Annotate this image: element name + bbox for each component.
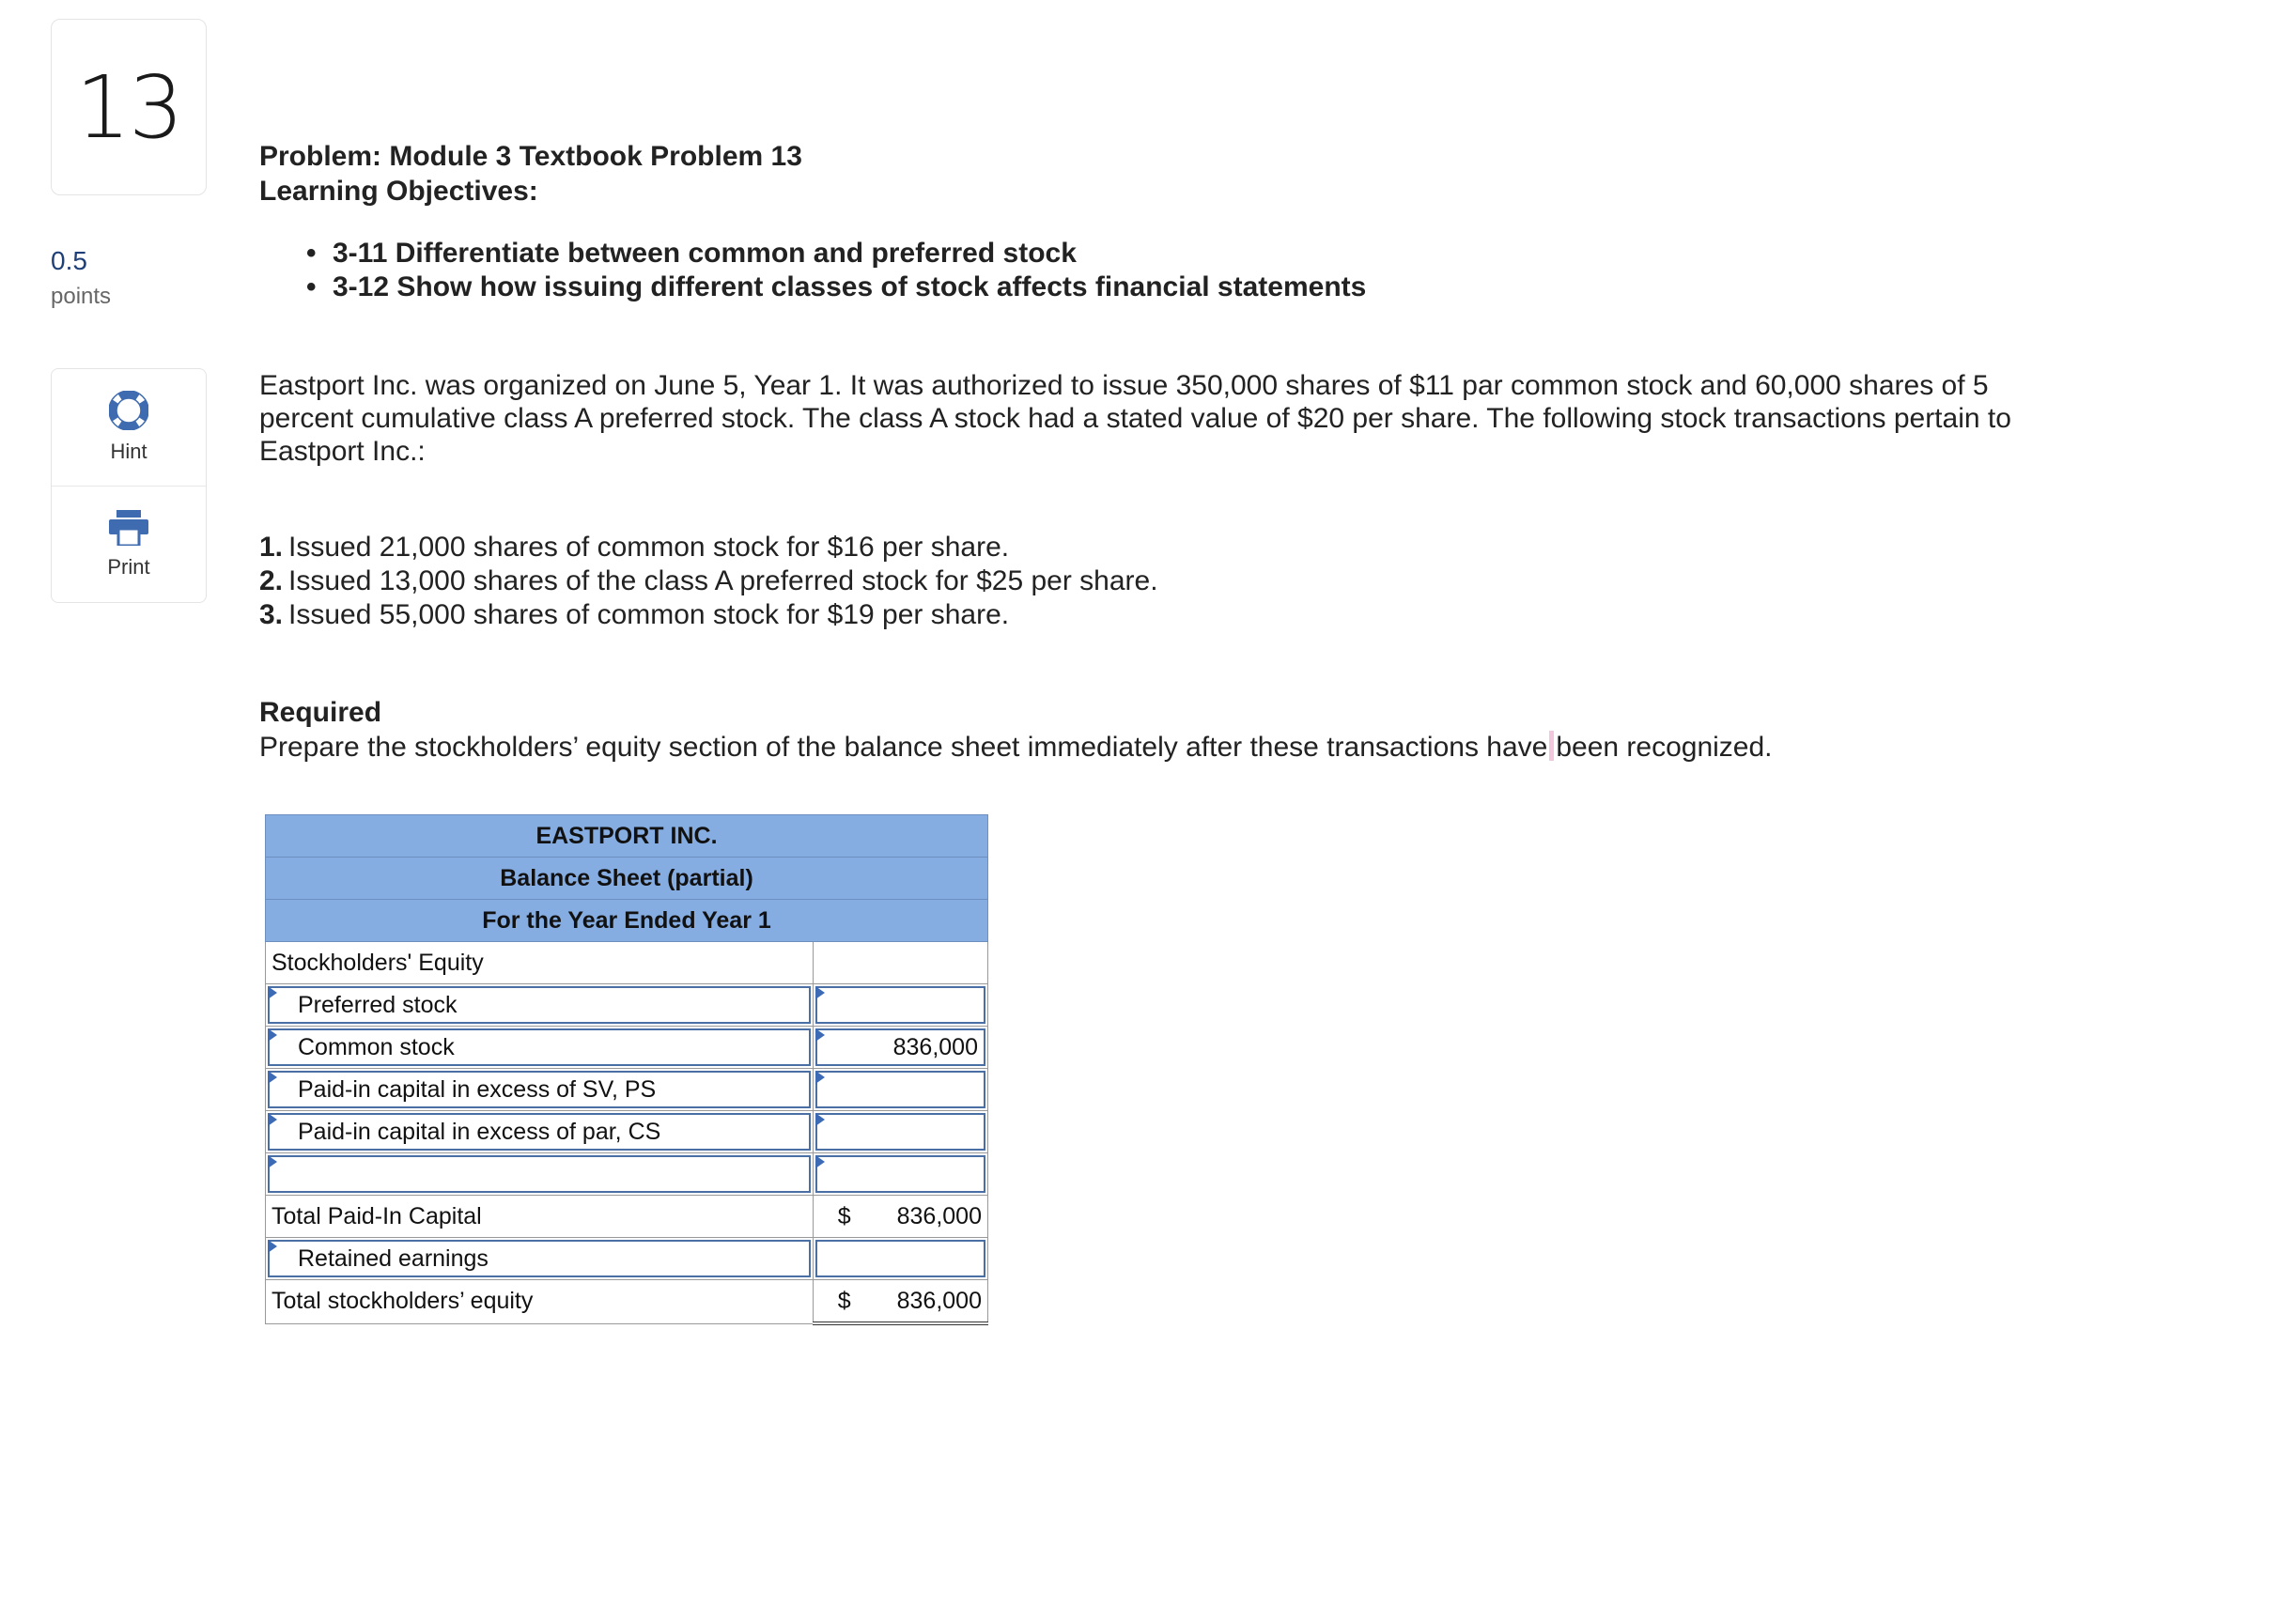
table-row bbox=[266, 1280, 988, 1324]
pic-sv-ps-label-input[interactable] bbox=[268, 1071, 811, 1108]
section-label: Stockholders' Equity bbox=[266, 942, 814, 984]
transaction-number: 3. bbox=[259, 599, 284, 630]
row-label: Paid-in capital in excess of SV, PS bbox=[298, 1075, 657, 1103]
objectives-heading: Learning Objectives: bbox=[259, 176, 538, 207]
dropdown-flag-icon bbox=[815, 986, 825, 999]
transaction-text: Issued 55,000 shares of common stock for $19 per share. bbox=[288, 599, 1010, 630]
pic-sv-ps-amount-input[interactable] bbox=[815, 1071, 985, 1108]
points-label: points bbox=[51, 284, 112, 309]
question-number: 13 bbox=[51, 19, 207, 195]
table-row bbox=[266, 984, 988, 1027]
total-pic-cell bbox=[813, 1196, 987, 1238]
amount-value: 836,000 bbox=[892, 1033, 978, 1060]
table-row bbox=[266, 942, 988, 984]
empty-cell bbox=[813, 942, 987, 984]
common-stock-amount-input[interactable] bbox=[815, 1028, 985, 1066]
table-row bbox=[266, 1196, 988, 1238]
statement-period: For the Year Ended Year 1 bbox=[266, 900, 988, 942]
transaction-text: Issued 13,000 shares of the class A preferred stock for $25 per share. bbox=[288, 565, 1158, 596]
retained-earnings-label-input[interactable] bbox=[268, 1240, 811, 1277]
preferred-stock-amount-input[interactable] bbox=[815, 986, 985, 1024]
dropdown-flag-icon bbox=[815, 1071, 825, 1084]
row-label: Preferred stock bbox=[298, 991, 458, 1018]
hint-label: Hint bbox=[110, 440, 147, 463]
row-label: Paid-in capital in excess of par, CS bbox=[298, 1118, 661, 1145]
dropdown-flag-icon bbox=[268, 1071, 277, 1084]
common-stock-label-input[interactable] bbox=[268, 1028, 811, 1066]
blank-label-input[interactable] bbox=[268, 1155, 811, 1193]
required-text-part: been recognized. bbox=[1556, 732, 1773, 763]
transaction-item bbox=[259, 531, 1158, 564]
problem-title: Problem: Module 3 Textbook Problem 13 bbox=[259, 141, 802, 172]
dropdown-flag-icon bbox=[268, 1155, 277, 1168]
required-text bbox=[259, 731, 1773, 764]
transaction-text: Issued 21,000 shares of common stock for $16 per share. bbox=[288, 532, 1010, 563]
objective-item: • 3-12 Show how issuing different classes of stock affects financial statements bbox=[306, 270, 1366, 304]
transaction-number: 1. bbox=[259, 532, 284, 563]
total-equity-cell bbox=[813, 1280, 987, 1324]
required-heading: Required bbox=[259, 697, 382, 728]
currency-symbol: $ bbox=[837, 1287, 851, 1314]
table-row bbox=[266, 1238, 988, 1280]
blank-amount-input[interactable] bbox=[815, 1155, 985, 1193]
dropdown-flag-icon bbox=[815, 1028, 825, 1042]
transactions-list bbox=[259, 531, 1158, 632]
printer-icon bbox=[109, 510, 148, 546]
dropdown-flag-icon bbox=[268, 986, 277, 999]
balance-sheet-table bbox=[265, 814, 988, 1325]
dropdown-flag-icon bbox=[815, 1113, 825, 1126]
transaction-number: 2. bbox=[259, 565, 284, 596]
problem-intro: Eastport Inc. was organized on June 5, Year 1. It was authorized to issue 350,000 shares of $11 par common stock and 60,000 shares of 5 percent cumulative class A preferred stock. The class A stock had a stated value of $20 per share. The following stock transactions pertain to Eastport Inc.: bbox=[259, 370, 2011, 467]
required-text-part: Prepare the stockholders’ equity section of the balance sheet immediately after these transactions have bbox=[259, 732, 1548, 763]
statement-name: Balance Sheet (partial) bbox=[266, 858, 988, 900]
table-row bbox=[266, 1153, 988, 1196]
pic-par-cs-label-input[interactable] bbox=[268, 1113, 811, 1151]
total-equity-label: Total stockholders’ equity bbox=[266, 1280, 814, 1324]
preferred-stock-label-input[interactable] bbox=[268, 986, 811, 1024]
retained-earnings-amount-input[interactable] bbox=[815, 1240, 985, 1277]
objectives-list bbox=[306, 237, 1366, 304]
row-label: Common stock bbox=[298, 1033, 455, 1060]
currency-symbol: $ bbox=[837, 1202, 851, 1229]
company-name: EASTPORT INC. bbox=[266, 815, 988, 858]
lifebuoy-icon bbox=[109, 391, 148, 430]
dropdown-flag-icon bbox=[268, 1240, 277, 1253]
transaction-item bbox=[259, 564, 1158, 598]
tools-panel bbox=[51, 368, 207, 603]
total-pic-value: 836,000 bbox=[896, 1202, 982, 1229]
row-label: Retained earnings bbox=[298, 1244, 489, 1272]
text-cursor bbox=[1549, 731, 1554, 761]
objective-item: • 3-11 Differentiate between common and preferred stock bbox=[306, 237, 1366, 270]
print-button[interactable] bbox=[52, 486, 206, 603]
points-value: 0.5 bbox=[51, 246, 87, 275]
total-pic-label: Total Paid-In Capital bbox=[266, 1196, 814, 1238]
table-row bbox=[266, 1027, 988, 1069]
table-row bbox=[266, 1069, 988, 1111]
transaction-item bbox=[259, 598, 1158, 632]
table-row bbox=[266, 1111, 988, 1153]
points-box bbox=[51, 246, 111, 310]
dropdown-flag-icon bbox=[815, 1155, 825, 1168]
print-label: Print bbox=[107, 555, 150, 579]
total-equity-value: 836,000 bbox=[896, 1287, 982, 1314]
pic-par-cs-amount-input[interactable] bbox=[815, 1113, 985, 1151]
dropdown-flag-icon bbox=[268, 1028, 277, 1042]
dropdown-flag-icon bbox=[268, 1113, 277, 1126]
hint-button[interactable] bbox=[52, 369, 206, 486]
